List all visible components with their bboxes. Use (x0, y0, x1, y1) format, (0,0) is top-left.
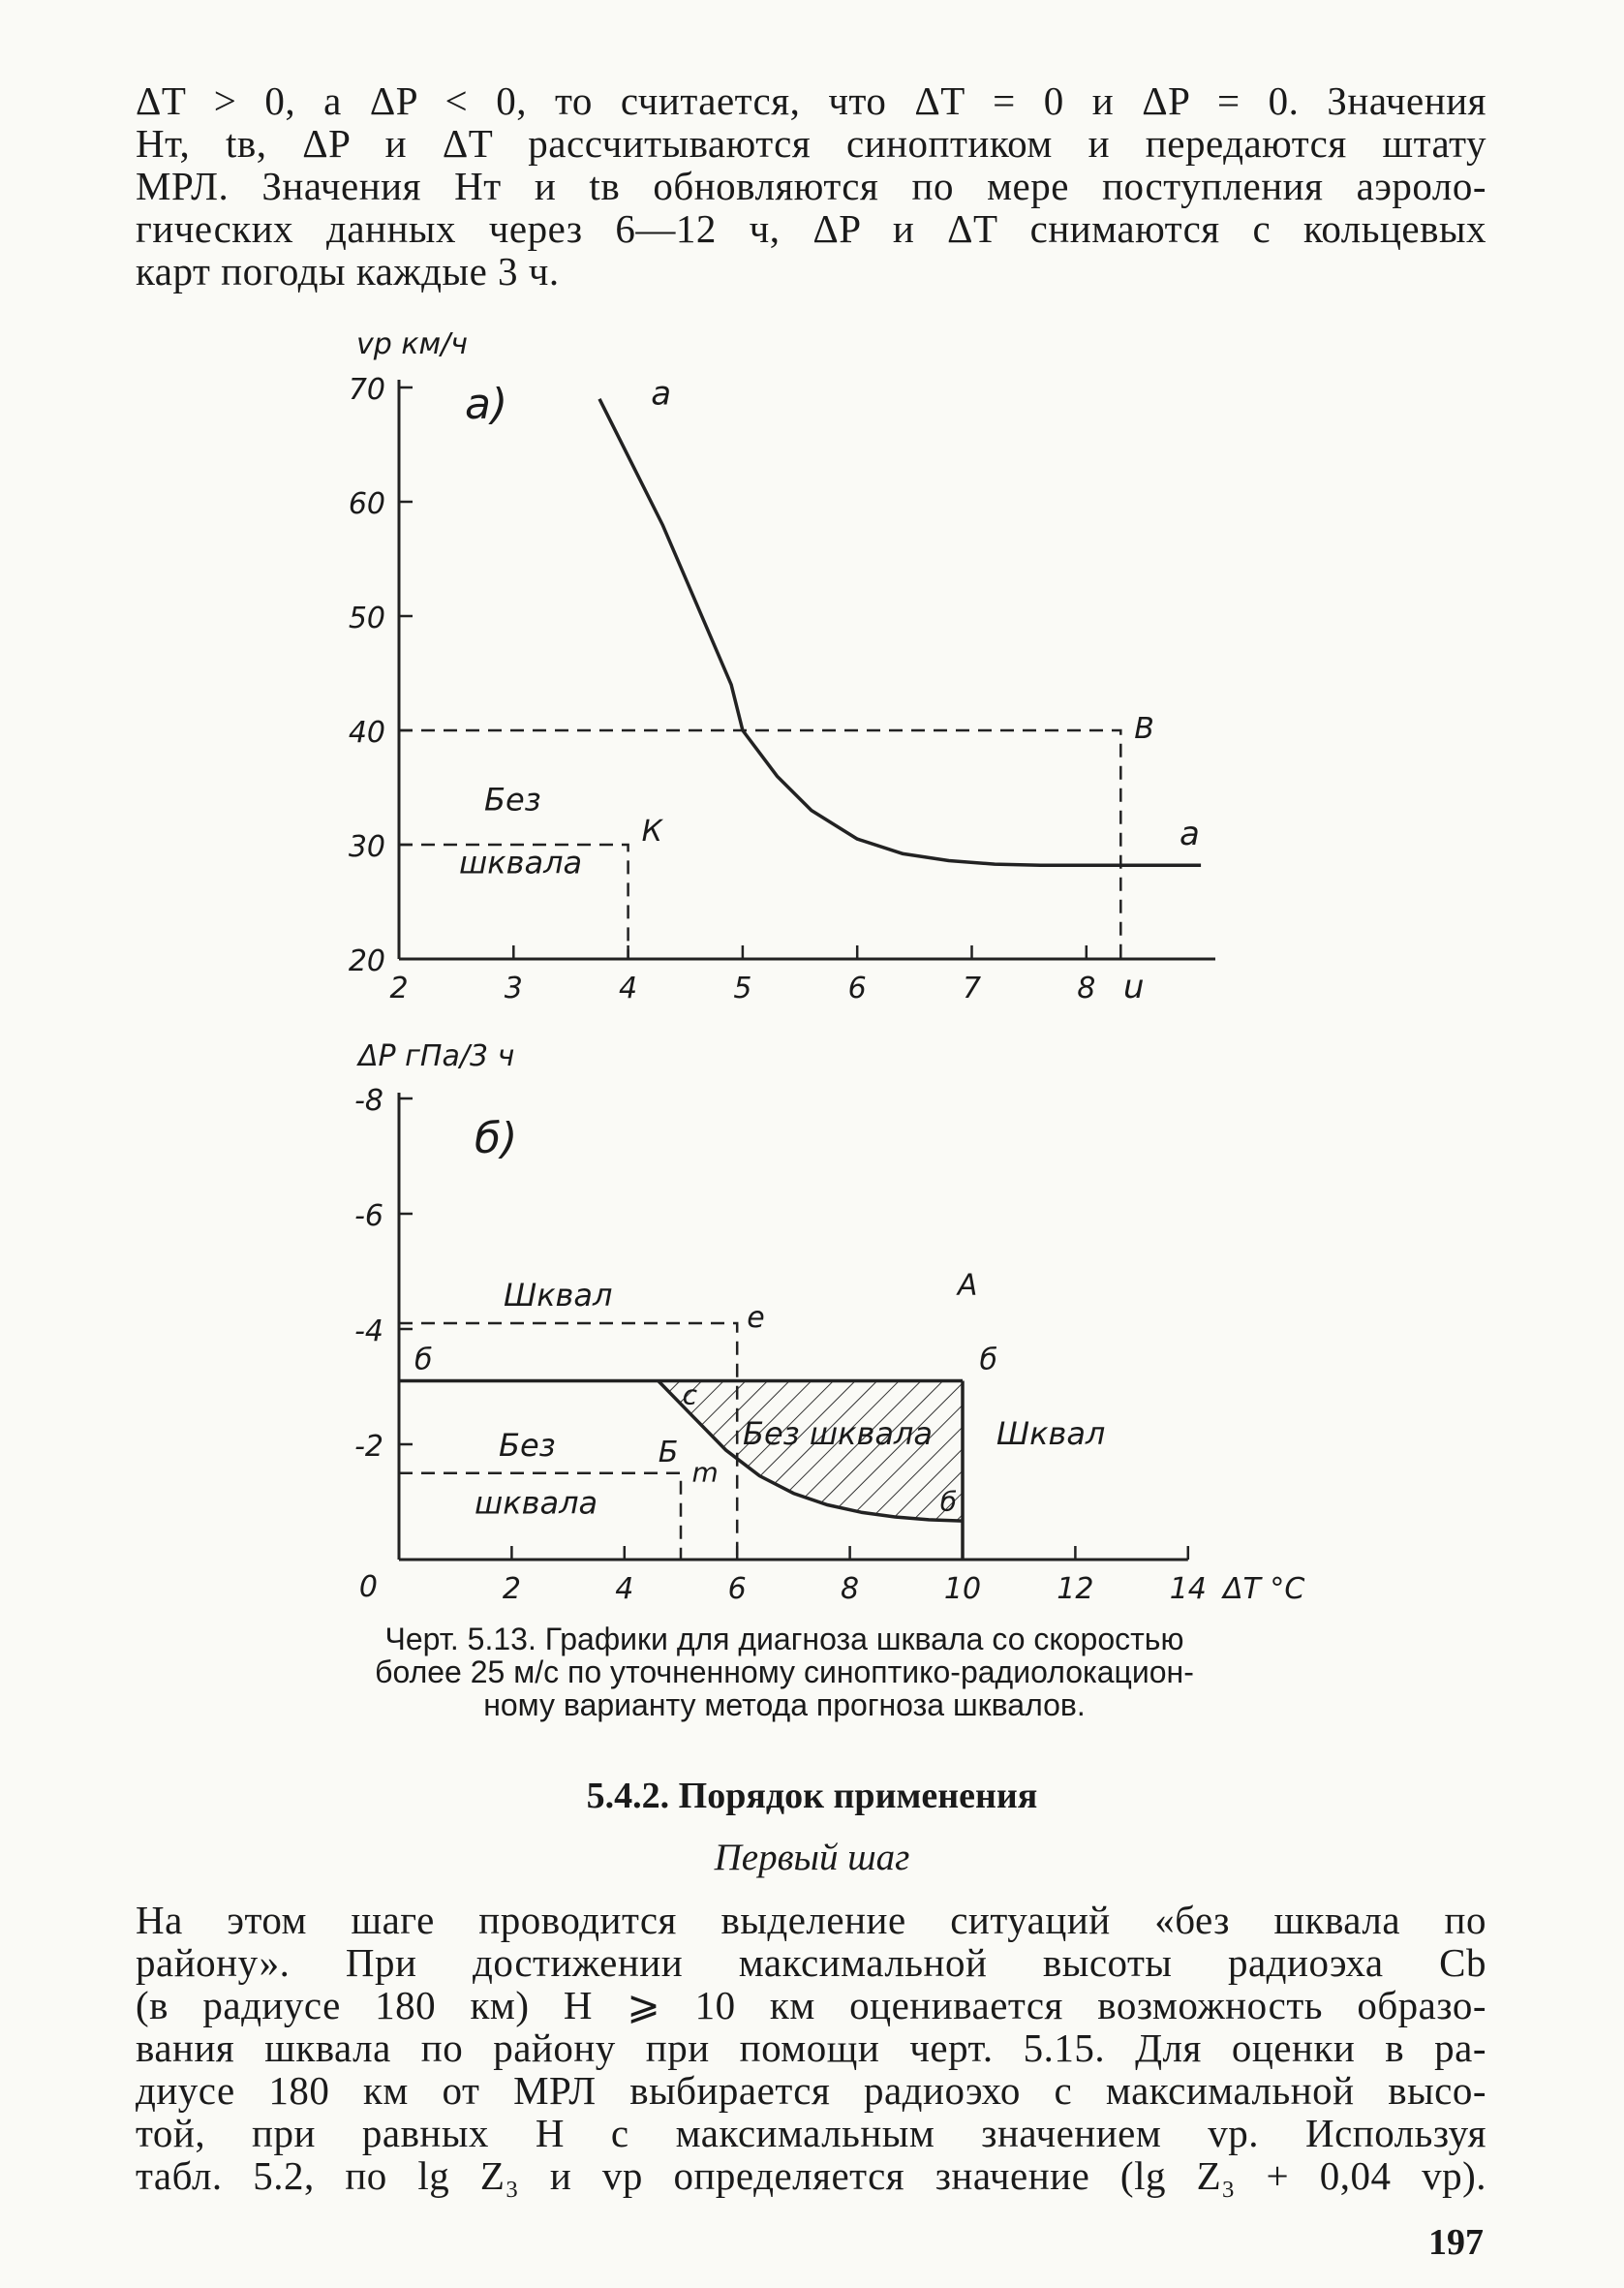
region-label: А (957, 1268, 978, 1303)
y-tick-label: 50 (348, 602, 385, 635)
text-line: ΔT > 0, а ΔP < 0, то считается, что ΔT = 0 и ΔP = 0. Значения (136, 78, 1486, 123)
x-tick-label: 8 (1077, 972, 1096, 1005)
x-tick-label: 7 (962, 972, 982, 1005)
text-line: диусе 180 км от МРЛ выбирается радиоэхо с максимальной высо- (136, 2068, 1486, 2113)
x-axis-label: u (1123, 968, 1145, 1006)
line-label: б (979, 1343, 997, 1377)
text-line: вания шквала по району при помощи черт. 5.15. Для оценки в ра- (136, 2025, 1486, 2070)
text-line: гических данных через 6—12 ч, ΔP и ΔT снимаются с кольцевых (136, 206, 1486, 251)
region-label: Шквал (996, 1415, 1106, 1452)
x-tick-label: 10 (943, 1572, 982, 1606)
region-label: Без (499, 1426, 556, 1464)
text-line: Hт, tв, ΔP и ΔT рассчитываются синоптиком и передаются штату (136, 121, 1486, 166)
x-tick-label: 8 (841, 1572, 860, 1606)
region-label: Без (484, 781, 541, 819)
text-line: МРЛ. Значения Hт и tв обновляются по мере поступления аэроло- (136, 164, 1486, 208)
section-heading: 5.4.2. Порядок применения (586, 1776, 1038, 1816)
point-label: с (682, 1378, 698, 1411)
point-label: е (747, 1301, 765, 1336)
panel-label: а) (465, 380, 508, 429)
y-tick-label: -6 (354, 1199, 383, 1233)
y-tick-label: 40 (348, 716, 385, 750)
region-label: Без шквала (743, 1415, 933, 1452)
curve-label: а (1180, 815, 1200, 853)
region-label: Шквал (504, 1277, 613, 1314)
x-tick-label: 4 (619, 972, 638, 1005)
y-tick-label: 0 (358, 1570, 378, 1604)
point-label: В (1134, 712, 1154, 746)
text-line: той, при равных H с максимальным значением vр. Используя (136, 2111, 1486, 2155)
text-line: району». При достижении максимальной высоты радиоэха Cb (136, 1940, 1486, 1985)
chart-panel-b (354, 1039, 1304, 1606)
y-tick-label: -4 (354, 1314, 383, 1348)
x-tick-label: 2 (389, 972, 409, 1005)
point-label: К (641, 815, 662, 849)
panel-label: б) (475, 1114, 518, 1163)
region-label: шквала (459, 844, 583, 881)
caption-line: Черт. 5.13. Графики для диагноза шквала со скоростью (384, 1622, 1184, 1656)
x-tick-label: 5 (733, 972, 752, 1005)
x-tick-label: 14 (1169, 1572, 1207, 1606)
y-tick-label: 30 (348, 830, 385, 864)
text-line: карт погоды каждые 3 ч. (136, 249, 560, 294)
x-axis-label: ΔT °C (1223, 1572, 1305, 1606)
y-tick-label: 20 (348, 944, 385, 978)
y-axis-label: vр км/ч (356, 327, 468, 361)
point-label: Б (658, 1435, 679, 1469)
x-tick-label: 3 (504, 972, 523, 1005)
x-tick-label: 12 (1057, 1572, 1094, 1606)
point-label: б (939, 1485, 958, 1518)
y-tick-label: 60 (348, 487, 385, 521)
caption-line: ному варианту метода прогноза шквалов. (483, 1687, 1086, 1722)
y-tick-label: 70 (348, 373, 385, 407)
dashed-guide (399, 1323, 737, 1560)
x-tick-label: 6 (847, 972, 867, 1005)
x-tick-label: 4 (615, 1572, 634, 1606)
series-line-a (599, 399, 1201, 865)
step-heading: Первый шаг (714, 1837, 910, 1878)
x-tick-label: 6 (727, 1572, 747, 1606)
chart-panel-a (349, 327, 1215, 1006)
line-label: б (414, 1343, 433, 1377)
point-label: m (691, 1456, 719, 1489)
text-line: (в радиусе 180 км) H ⩾ 10 км оценивается возможность образо- (136, 1983, 1486, 2027)
x-tick-label: 2 (502, 1572, 521, 1606)
figure-caption (291, 1623, 1278, 1721)
text-line: На этом шаге проводится выделение ситуаций «без шквала по (136, 1898, 1486, 1942)
text-line: табл. 5.2, по lg Z₃ и vр определяется значение (lg Z₃ + 0,04 vр). (136, 2153, 1486, 2198)
y-axis-label: ΔP гПа/3 ч (358, 1039, 515, 1073)
caption-line: более 25 м/с по уточненному синоптико-радиолокацион- (375, 1654, 1194, 1689)
region-label: шквала (475, 1484, 598, 1522)
y-tick-label: -2 (354, 1430, 383, 1464)
body-paragraph (136, 1899, 1486, 2197)
y-tick-label: -8 (354, 1084, 383, 1118)
page-number: 197 (1428, 2222, 1484, 2263)
curve-label: а (651, 374, 672, 414)
